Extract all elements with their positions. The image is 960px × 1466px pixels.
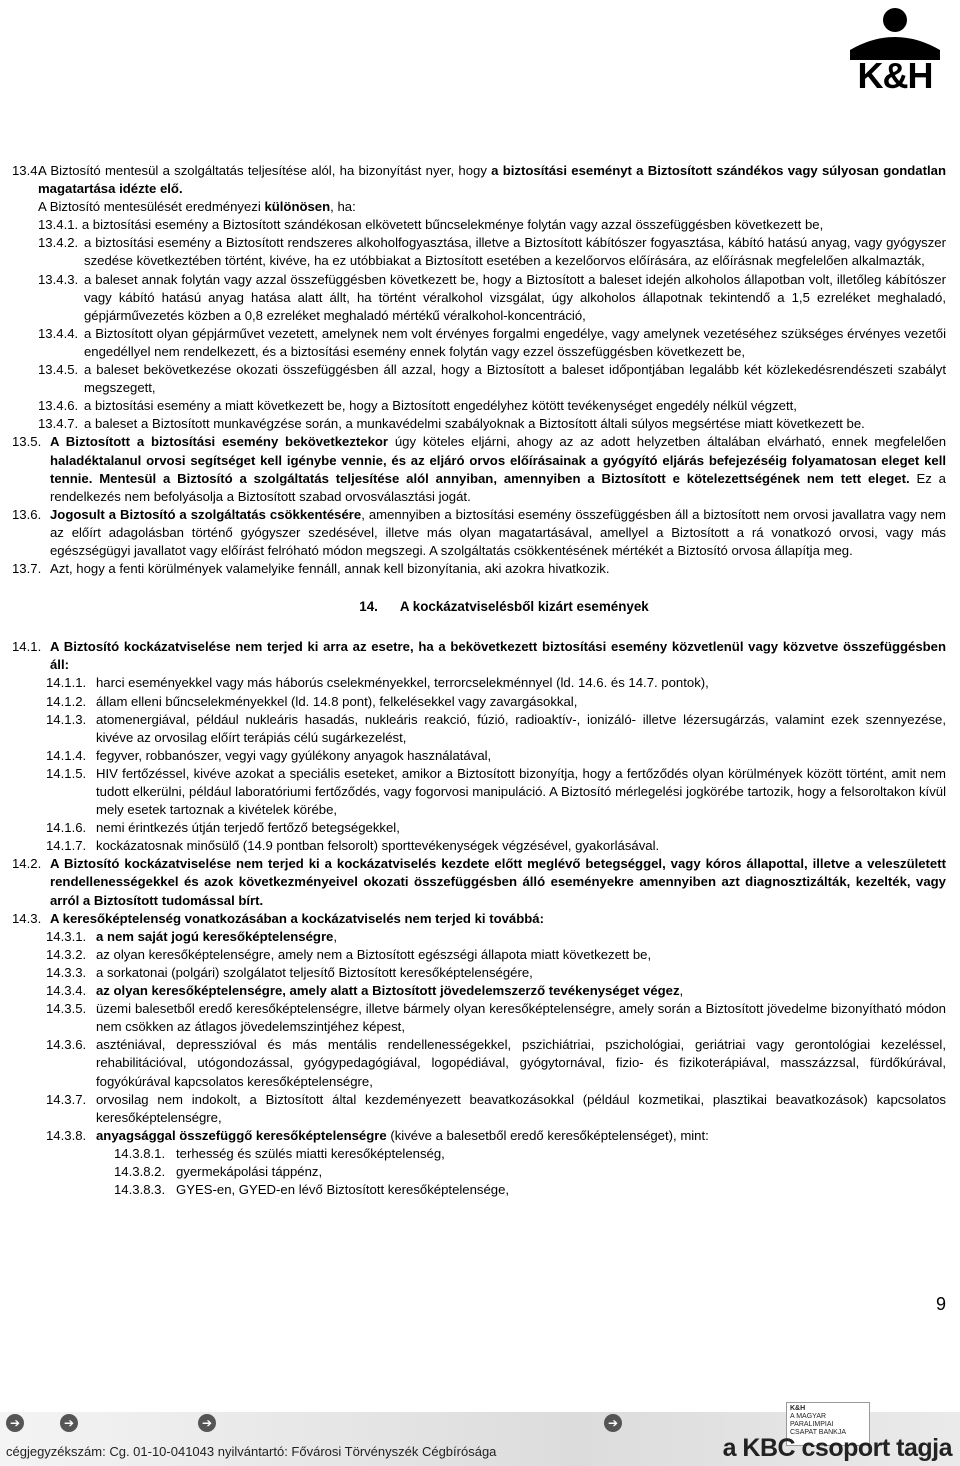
clause	[46, 711, 946, 747]
sponsor-line: CSAPAT BANKJA	[790, 1429, 847, 1436]
clause-text: a baleset annak folytán vagy azzal összefüggésben következett be, hogy a Biztosított a baleset idején alkoholos állapotban volt, illetőleg kábítószer vagy kábító hatású anyag hatása alatt állt, ha történt véralkohol vizsgálat, úgy alkoholos állapotnak tekintendő a 1,5 ezreléket meghaladó, gépjárművezetés közben a 0,8 ezreléket meghaladó mértékű véralkohol-koncentráció,	[84, 271, 946, 323]
clause-text: fegyver, robbanószer, vegyi vagy gyúlékony anyagok használatával,	[96, 747, 492, 763]
clause-number: 13.4.3.	[38, 271, 79, 287]
clause	[12, 433, 946, 505]
clause	[38, 397, 946, 415]
clause-text: úgy köteles eljárni, ahogy az az adott helyzetben általában elvárható, ennek megfelelően	[388, 434, 946, 450]
clause	[46, 946, 946, 964]
clause-number: 14.3.2.	[46, 946, 87, 962]
sponsor-line: PARALIMPIAI	[790, 1421, 834, 1428]
clause-text: állam elleni bűncselekményekkel (ld. 14.8 pont), felkelésekkel vagy zavargásokkal,	[96, 693, 578, 709]
clause-number: 14.1.7.	[46, 838, 87, 854]
clause-text: a baleset bekövetkezése okozati összefüggésben áll azzal, hogy a Biztosított a baleset időpontjában legalább két közlekedésrendészeti szabályt megszegett,	[84, 362, 946, 396]
clause-text: Jogosult a Biztosító a szolgáltatás csökkentésére	[50, 506, 362, 522]
clause-number: 13.7.	[12, 561, 42, 577]
clause-text: aszténiával, depresszióval és más mentális rendellenességekkel, pszichiátriai, pszichológiai, geriátriai vagy gerontológiai kezeléssel, rehabilitációval, utógondozással, gyógypedagógiával, logopédiával, gyógytornával, fizio- és fizikoterápiával, masszázzsal, fürdőkúrával, fogyókúrával kapcsolatos keresőképtelenségre,	[96, 1037, 946, 1089]
clause-text: A Biztosító mentesül a szolgáltatás teljesítése alól, ha bizonyítást nyer, hogy	[38, 163, 492, 178]
clause	[46, 1127, 946, 1145]
clause-number: 14.3.4.	[46, 983, 87, 999]
clause-number: 14.1.1.	[46, 675, 87, 691]
clause-text: anyagsággal összefüggő keresőképtelenségre	[96, 1127, 387, 1143]
clause-text: a biztosítási eseményt a Biztosított szándékos vagy súlyosan gondatlan magatartása idézte elő.	[38, 163, 946, 197]
footer	[0, 1396, 960, 1466]
clause-number: 14.3.8.1.	[114, 1145, 166, 1161]
clause-number: 14.3.6.	[46, 1037, 87, 1053]
clause-text: A Biztosító kockázatviselése nem terjed ki arra az esetre, ha a bekövetkezett biztosítási esemény közvetlenül vagy közvetve összefüggésben áll:	[50, 639, 946, 673]
clause	[38, 325, 946, 361]
clause-text: 13.4.1. a biztosítási esemény a Biztosított szándékosan elkövetett bűncselekménye folytán vagy azzal összefüggésben következett be,	[38, 217, 824, 233]
clause-text: A Biztosító mentesülését eredményezi	[38, 199, 265, 215]
clause-text: gyermekápolási táppénz,	[176, 1163, 323, 1179]
arrow-icon: ➔	[198, 1414, 216, 1432]
clause-number: 13.4.2.	[38, 235, 79, 251]
company-registry: cégjegyzékszám: Cg. 01-10-041043 nyilvántartó: Fővárosi Törvényszék Cégbírósága	[6, 1444, 497, 1459]
clause	[38, 234, 946, 270]
clause-number: 14.1.6.	[46, 820, 87, 836]
clause	[46, 1036, 946, 1090]
clause-text: ,	[679, 983, 684, 999]
clause	[46, 982, 946, 1000]
section-number: 14.	[359, 599, 378, 615]
clause-text: A keresőképtelenség vonatkozásában a kockázatviselés nem terjed ki továbbá:	[50, 910, 544, 926]
clause-text: a baleset a Biztosított munkavégzése során, a munkavédelmi szabályoknak a Biztosított általi súlyos megsértése miatt következett be.	[84, 416, 865, 432]
clause-text: a biztosítási esemény a miatt következett be, hogy a Biztosított engedélyhez kötött tevékenységet engedély nélkül végzett,	[84, 398, 797, 414]
clause	[38, 271, 946, 325]
clause-number: 13.4.4.	[38, 325, 79, 341]
clause-number: 14.3.8.3.	[114, 1182, 166, 1198]
clause-number: 14.1.3.	[46, 711, 87, 727]
clause-number: 13.4.6.	[38, 398, 79, 414]
clause-text: , amennyiben a biztosítási esemény összefüggésben áll a biztosított nem orvosi javallatra vagy nem az előírt adagolásban történő gyógyszer szedésével, illetve más olyan magatartásával, amellyel a Biztosított a rá vonatkozó orvosi, vagy más egészségügyi javallatot vagy előírást felróható módon megszegi. A szolgáltatás csökkentésének mértékét a Biztosító orvosa állapítja meg.	[50, 506, 946, 558]
logo-text: K&H	[857, 55, 933, 96]
clause-number: 14.1.4.	[46, 747, 87, 763]
clause-text: haladéktalanul orvosi segítséget kell igénybe vennie, és az eljáró orvos előírásainak a gyógyító eljárás befejezéséig folyamatosan eleget kell tennie. Mentesül a Biztosító a szolgáltatás teljesítése alól annyiban, amennyiben a Biztosított e kötelezettségének nem tett eleget.	[50, 452, 946, 486]
clause-text: a nem saját jogú keresőképtelenségre	[96, 928, 334, 944]
clause-text: A Biztosító kockázatviselése nem terjed ki a kockázatviselés kezdete előtt meglévő betegséggel, vagy kóros állapottal, illetve a veleszületett rendellenességekkel és azok következményeivel okozati összefüggésben álló eseményekre amennyiben azt diagnosztizálták, kezelték, vagy arról a Biztosított tudomással bírt.	[50, 856, 946, 908]
clause	[46, 1091, 946, 1127]
clause	[46, 765, 946, 819]
clause-text: Ez a rendelkezés nem befolyásolja a Biztosított szabad orvosválasztási jogát.	[50, 470, 946, 504]
kh-logo	[840, 6, 950, 94]
clause-text: a biztosítási esemény a Biztosított rendszeres alkoholfogyasztása, illetve a Biztosított kábítószer fogyasztása, kábító hatású anyag, vagy gyógyszer szedése következtében történt, kivéve, ha ez utóbbiakat a Biztosított esetében a kezelőorvos előírására, az előírásnak megfelelően alkalmazták,	[84, 235, 946, 269]
clause-text: üzemi balesetből eredő keresőképtelenségre, illetve bármely olyan keresőképtelenségre, amely során a Biztosított jövedelme bizonyítható módon nem csökken az átlagos jövedelemszintjéhez képest,	[96, 1001, 946, 1035]
clause	[38, 415, 946, 433]
clause-number: 14.1.5.	[46, 765, 87, 781]
clause-number: 14.3.1.	[46, 928, 87, 944]
clause	[12, 162, 946, 198]
clause	[12, 560, 946, 578]
clause-text: különösen	[264, 199, 331, 215]
clause	[38, 216, 946, 234]
clause-number: 14.3.8.2.	[114, 1163, 166, 1179]
clause-number: 14.1.	[12, 639, 42, 655]
section-title	[0, 598, 960, 616]
section-title-text: A kockázatviselésből kizárt események	[399, 599, 649, 615]
clause	[38, 198, 946, 216]
clause-text: ,	[333, 928, 338, 944]
clause	[12, 638, 946, 674]
clause-number: 14.3.	[12, 910, 42, 926]
clause	[46, 1000, 946, 1036]
clause-text: a Biztosított olyan gépjárművet vezetett, amelynek nem volt érvényes forgalmi engedélye, vagy amelynek vezetéséhez szükséges érvényes vezetői engedéllyel nem rendelkezett, és a biztosítási esemény ennek folytán vagy ezzel összefüggésben következett be,	[84, 325, 946, 359]
kbc-group-label: a KBC csoport tagja	[722, 1434, 952, 1462]
clause-text: Azt, hogy a fenti körülmények valamelyike fennáll, annak kell bizonyítania, aki azokra hivatkozik.	[50, 561, 610, 577]
clause-number: 14.3.3.	[46, 964, 87, 980]
clause	[38, 361, 946, 397]
clause	[46, 928, 946, 946]
clause-number: 14.3.8.	[46, 1127, 87, 1143]
clause	[12, 855, 946, 909]
clause-text: az olyan keresőképtelenségre, amely alatt a Biztosított jövedelemszerző tevékenységet végez	[96, 983, 680, 999]
document-body	[0, 162, 960, 1199]
clause-text: , ha:	[330, 199, 356, 215]
clause-text: atomenergiával, például nukleáris hasadás, nukleáris reakció, fúzió, radioaktív-, ionizáló- illetve lézersugárzás, valamint ezek szennyezése, kivéve az orvosilag előírt terápiás célú sugárkezelést,	[96, 711, 946, 745]
clause-number: 13.6.	[12, 506, 42, 522]
clause-text: harci eseményekkel vagy más háborús cselekményekkel, terrorcselekménnyel (ld. 14.6. és 14.7. pontok),	[96, 675, 709, 691]
arrow-icon: ➔	[60, 1414, 78, 1432]
page-number: 9	[935, 1294, 946, 1314]
kh-figure-icon	[840, 6, 950, 60]
clause	[12, 910, 946, 928]
clause-text: (kivéve a balesetből eredő keresőképtelenséget), mint:	[386, 1127, 709, 1143]
clause	[114, 1163, 946, 1181]
clause	[46, 964, 946, 982]
clause	[46, 674, 946, 692]
clause-number: 14.3.5.	[46, 1001, 87, 1017]
clause-text: kockázatosnak minősülő (14.9 pontban felsorolt) sporttevékenységek végzésével, gyakorlásával.	[96, 838, 660, 854]
clause-number: 13.4.7.	[38, 416, 79, 432]
clause	[46, 837, 946, 855]
clause	[114, 1145, 946, 1163]
clause	[46, 819, 946, 837]
clause	[46, 747, 946, 765]
clause-number: 14.2.	[12, 856, 42, 872]
clause	[114, 1181, 946, 1199]
clause	[12, 506, 946, 560]
clause-number: 14.3.7.	[46, 1091, 87, 1107]
arrow-icon: ➔	[6, 1414, 24, 1432]
arrow-icon: ➔	[604, 1414, 622, 1432]
clause-text: nemi érintkezés útján terjedő fertőző betegségekkel,	[96, 820, 400, 836]
clause-number: 13.4.	[12, 163, 42, 178]
clause-text: terhesség és szülés miatti keresőképtelenség,	[176, 1145, 445, 1161]
clause-text: GYES-en, GYED-en lévő Biztosított keresőképtelensége,	[176, 1182, 510, 1198]
sponsor-line: A MAGYAR	[790, 1413, 827, 1420]
sponsor-line: K&H	[790, 1405, 806, 1412]
clause	[46, 693, 946, 711]
clause-number: 13.4.5.	[38, 362, 79, 378]
clause-number: 14.1.2.	[46, 693, 87, 709]
clause-text: orvosilag nem indokolt, a Biztosított által kezdeményezett beavatkozásokkal (például kozmetikai, plasztikai beavatkozások) kapcsolatos keresőképtelenségre,	[96, 1091, 946, 1125]
clause-number: 13.5.	[12, 434, 42, 450]
clause-text: HIV fertőzéssel, kivéve azokat a speciális eseteket, amikor a Biztosított bizonyítja, hogy a fertőződés olyan körülmények között történt, amit nem tudott elkerülni, például laboratóriumi fertőződés, vagy fogorvosi manipuláció. A Biztosító mérlegelési jogkörébe tartozik, hogy a felsoroltakon kívül mely esetek tartoznak a kivételek körébe,	[96, 765, 946, 818]
clause-text: az olyan keresőképtelenségre, amely nem a Biztosított egészségi állapota miatt következett be,	[96, 946, 652, 962]
clause-text: a sorkatonai (polgári) szolgálatot teljesítő Biztosított keresőképtelenségére,	[96, 964, 533, 980]
clause-text: A Biztosított a biztosítási esemény bekövetkeztekor	[50, 434, 389, 450]
